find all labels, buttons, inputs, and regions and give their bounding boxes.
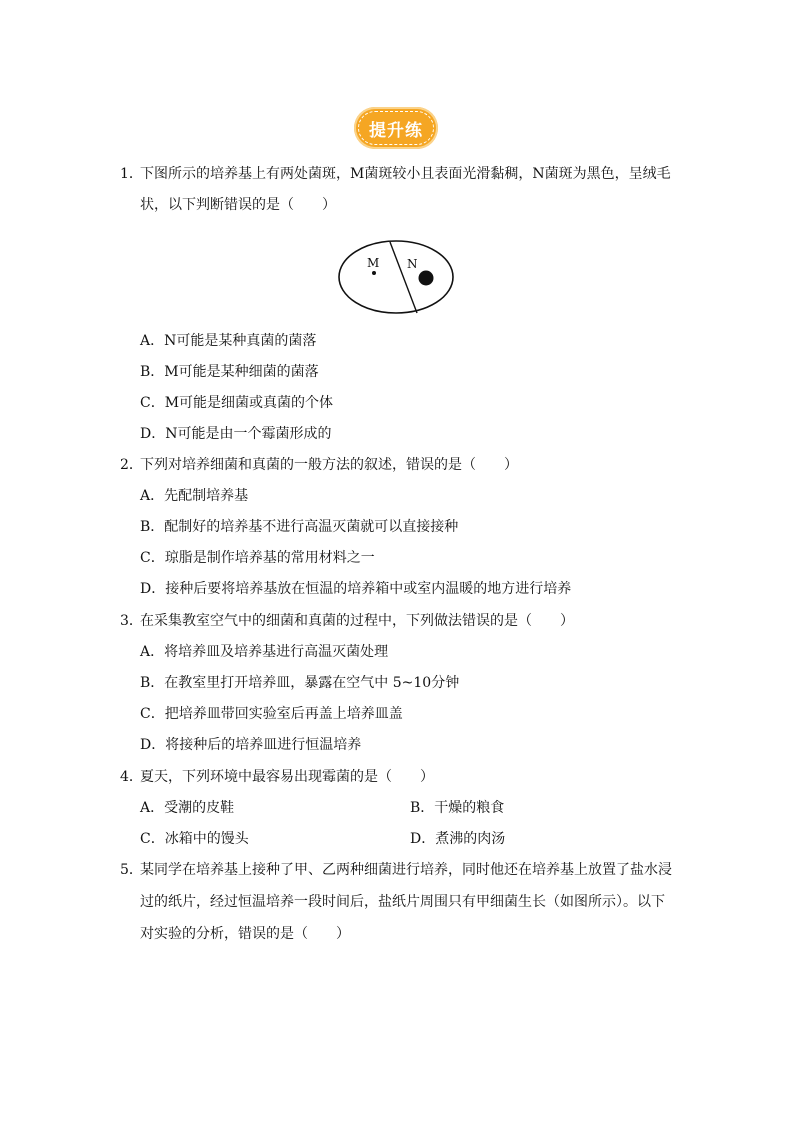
colony-m-dot <box>372 271 376 275</box>
question-1-line-2: 状，以下判断错误的是（ ） <box>140 197 336 213</box>
question-3-option-d[interactable]: D．将接种后的培养皿进行恒温培养 <box>140 737 362 753</box>
question-2-option-b[interactable]: B．配制好的培养基不进行高温灭菌就可以直接接种 <box>140 519 459 535</box>
question-3-line-1 <box>120 611 574 631</box>
question-text: 某同学在培养基上接种了甲、乙两种细菌进行培养，同时他还在培养基上放置了盐水浸 <box>140 862 672 878</box>
question-text: 在采集教室空气中的细菌和真菌的过程中，下列做法错误的是（ ） <box>140 613 574 629</box>
question-5-line-3: 对实验的分析，错误的是（ ） <box>140 926 350 942</box>
badge-label: 提升练 <box>369 121 423 141</box>
question-text: 下图所示的培养基上有两处菌斑，M菌斑较小且表面光滑黏稠，N菌斑为黑色，呈绒毛 <box>140 166 671 182</box>
petri-dish-outline <box>339 241 453 313</box>
question-1-line-1 <box>120 164 671 184</box>
question-number: 1． <box>120 166 143 182</box>
question-1-option-a[interactable]: A．N可能是某种真菌的菌落 <box>140 333 317 349</box>
question-2-option-c[interactable]: C．琼脂是制作培养基的常用材料之一 <box>140 550 375 566</box>
question-2-option-a[interactable]: A．先配制培养基 <box>140 488 249 504</box>
question-text: 夏天，下列环境中最容易出现霉菌的是（ ） <box>140 769 434 785</box>
question-3-option-c[interactable]: C．把培养皿带回实验室后再盖上培养皿盖 <box>140 706 403 722</box>
question-1-option-d[interactable]: D．N可能是由一个霉菌形成的 <box>140 426 332 442</box>
question-3-option-b[interactable]: B．在教室里打开培养皿，暴露在空气中 5~10分钟 <box>140 675 460 691</box>
question-4-option-b[interactable]: B．干燥的粮食 <box>410 800 505 816</box>
question-text: 下列对培养细菌和真菌的一般方法的叙述，错误的是（ ） <box>140 457 518 473</box>
question-1-option-b[interactable]: B．M可能是某种细菌的菌落 <box>140 364 319 380</box>
question-number: 5． <box>120 862 143 878</box>
colony-n-label: N <box>407 257 418 271</box>
section-badge <box>354 107 438 149</box>
question-3-option-a[interactable]: A．将培养皿及培养基进行高温灭菌处理 <box>140 644 389 660</box>
question-4-option-a[interactable]: A．受潮的皮鞋 <box>140 800 235 816</box>
colony-n-dot <box>419 271 434 286</box>
question-5-line-1 <box>120 860 672 880</box>
petri-dish-figure <box>334 236 458 316</box>
colony-m-label: M <box>367 256 380 270</box>
question-1-option-c[interactable]: C．M可能是细菌或真菌的个体 <box>140 395 334 411</box>
question-4-line-1 <box>120 767 434 787</box>
question-number: 3． <box>120 613 143 629</box>
question-4-option-d[interactable]: D．煮沸的肉汤 <box>410 831 506 847</box>
question-2-option-d[interactable]: D．接种后要将培养基放在恒温的培养箱中或室内温暖的地方进行培养 <box>140 581 572 597</box>
question-number: 4． <box>120 769 143 785</box>
question-5-line-2: 过的纸片，经过恒温培养一段时间后，盐纸片周围只有甲细菌生长（如图所示）。以下 <box>140 894 665 910</box>
question-2-line-1 <box>120 455 518 475</box>
question-4-option-c[interactable]: C．冰箱中的馒头 <box>140 831 249 847</box>
question-number: 2． <box>120 457 143 473</box>
